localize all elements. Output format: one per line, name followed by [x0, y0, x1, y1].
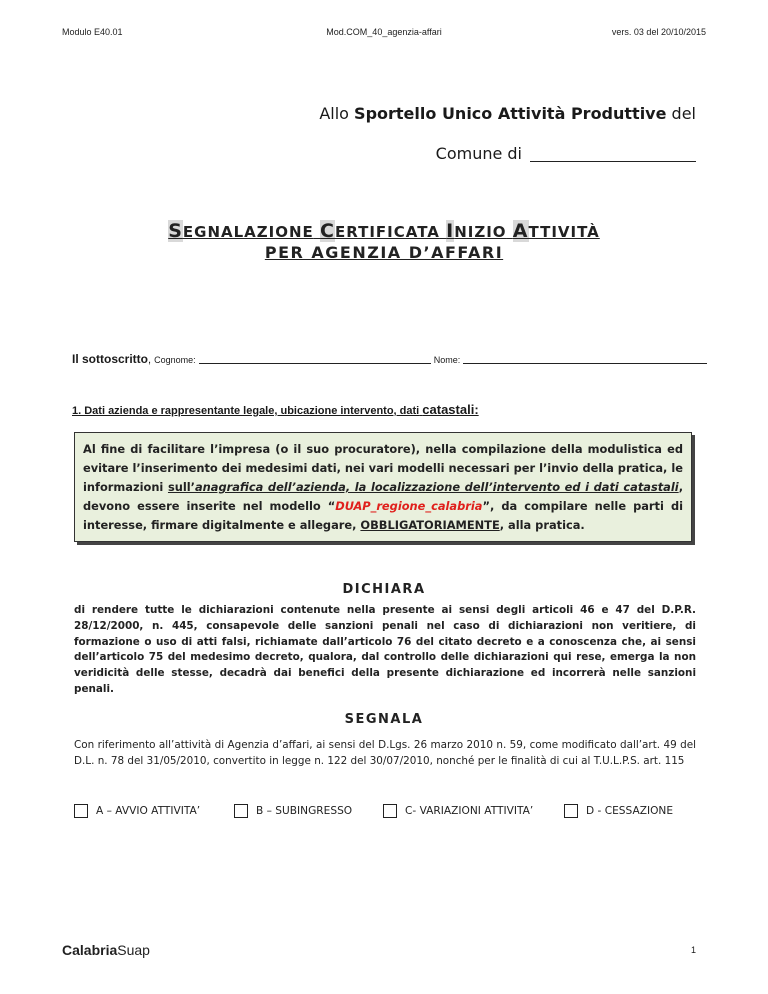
- info-box: [74, 432, 692, 542]
- header-version: vers. 03 del 20/10/2015: [611, 27, 706, 37]
- addressee-line: [319, 104, 696, 123]
- addressee-office: Sportello Unico Attività Produttive: [354, 104, 667, 123]
- header-form-name: Mod.COM_40_agenzia-affari: [326, 27, 442, 37]
- name-field[interactable]: [463, 353, 707, 364]
- option-variazioni[interactable]: [383, 804, 533, 818]
- info-text-6: ”, da compilare nelle parti di interesse, firmare digitalmente e allegare,: [83, 499, 683, 532]
- title-initial-s: S: [168, 220, 183, 242]
- info-text-8: , alla pratica.: [499, 518, 585, 532]
- title-initial-c: C: [320, 220, 335, 242]
- title-initial-a: A: [512, 220, 529, 242]
- section-1-heading: [72, 402, 479, 417]
- logo-light: Suap: [117, 942, 150, 958]
- title-line-1: [0, 220, 768, 242]
- surname-field[interactable]: [199, 353, 431, 364]
- title-initial-i: I: [446, 220, 455, 242]
- info-text-2: sull’: [167, 480, 195, 494]
- segnala-heading: SEGNALA: [344, 712, 424, 727]
- dichiara-heading: DICHIARA: [342, 582, 426, 597]
- municipality-field[interactable]: [530, 145, 696, 162]
- option-avvio-label: A – AVVIO ATTIVITA’: [96, 805, 201, 817]
- info-text-3: anagrafica dell’azienda, la localizzazione dell’intervento ed i dati catastali: [194, 480, 679, 494]
- option-subingresso[interactable]: [234, 804, 352, 818]
- option-cessazione-label: D - CESSAZIONE: [586, 805, 674, 817]
- segnala-text: Con riferimento all’attività di Agenzia d’affari, ai sensi del D.Lgs. 26 marzo 2010 n. 59, come modificato dall’art. 49 del D.L. n. 78 del 31/05/2010, convertito in legge n. 122 del 30/07/2010, nonché per le finalità di cui al T.U.L.P.S. art. 115: [74, 739, 696, 767]
- info-mandatory: OBBLIGATORIAMENTE: [360, 518, 500, 532]
- checkbox-cessazione[interactable]: [564, 804, 578, 818]
- checkbox-variazioni[interactable]: [383, 804, 397, 818]
- document-title: [0, 220, 768, 262]
- title-word-3: NIZIO: [454, 223, 507, 241]
- section-1-text-big: catastali:: [422, 402, 479, 417]
- surname-label: Cognome:: [154, 355, 196, 365]
- checkbox-avvio[interactable]: [74, 804, 88, 818]
- calabria-suap-logo: [62, 942, 150, 958]
- addressee-pre: Allo: [319, 104, 355, 123]
- subscriber-line: Il sottoscritto, Cognome: Nome:: [72, 352, 707, 366]
- logo-bold: Calabria: [62, 942, 118, 958]
- info-text-4: , devono essere inserite nel modello “: [83, 480, 684, 513]
- option-avvio[interactable]: [74, 804, 200, 818]
- title-word-4: TTIVITÀ: [528, 223, 600, 241]
- title-word-1: EGNALAZIONE: [182, 223, 314, 241]
- municipality-line: [436, 144, 696, 163]
- checkbox-subingresso[interactable]: [234, 804, 248, 818]
- title-line-2: PER AGENZIA D’AFFARI: [264, 243, 504, 262]
- option-variazioni-label: C- VARIAZIONI ATTIVITA’: [405, 805, 534, 817]
- title-word-2: ERTIFICATA: [335, 223, 440, 241]
- addressee-post: del: [666, 104, 696, 123]
- section-1-text: 1. Dati azienda e rappresentante legale, ubicazione intervento, dati: [72, 405, 420, 417]
- subscriber-label: Il sottoscritto: [72, 352, 149, 366]
- header-form-code: Modulo E40.01: [62, 27, 123, 37]
- info-text-1: Al fine di facilitare l’impresa (o il suo procuratore), nella compilazione della modulistica ed evitare l’inserimento dei medesimi dati, nei vari modelli necessari per l’invio della pratica, le informazioni: [83, 442, 683, 494]
- option-cessazione[interactable]: [564, 804, 673, 818]
- option-subingresso-label: B – SUBINGRESSO: [256, 805, 353, 817]
- info-model-name: DUAP_regione_calabria: [335, 499, 483, 513]
- dichiara-text: di rendere tutte le dichiarazioni contenute nella presente ai sensi degli articoli 46 e 47 del D.P.R. 28/12/2000, n. 445, consapevole delle sanzioni penali nel caso di dichiarazioni non veritiere, di formazione o uso di atti falsi, richiamate dall’articolo 76 del citato decreto e a conoscenza che, ai sensi dell’articolo 75 del medesimo decreto, qualora, dal controllo delle dichiarazioni qui rese, emerga la non veridicità delle stesse, decadrà dai benefici della presente dichiarazione ed incorrerà nelle sanzioni penali.: [74, 604, 696, 695]
- name-label: Nome:: [433, 355, 461, 365]
- page-number: 1: [690, 945, 696, 955]
- municipality-label: Comune di: [435, 144, 522, 163]
